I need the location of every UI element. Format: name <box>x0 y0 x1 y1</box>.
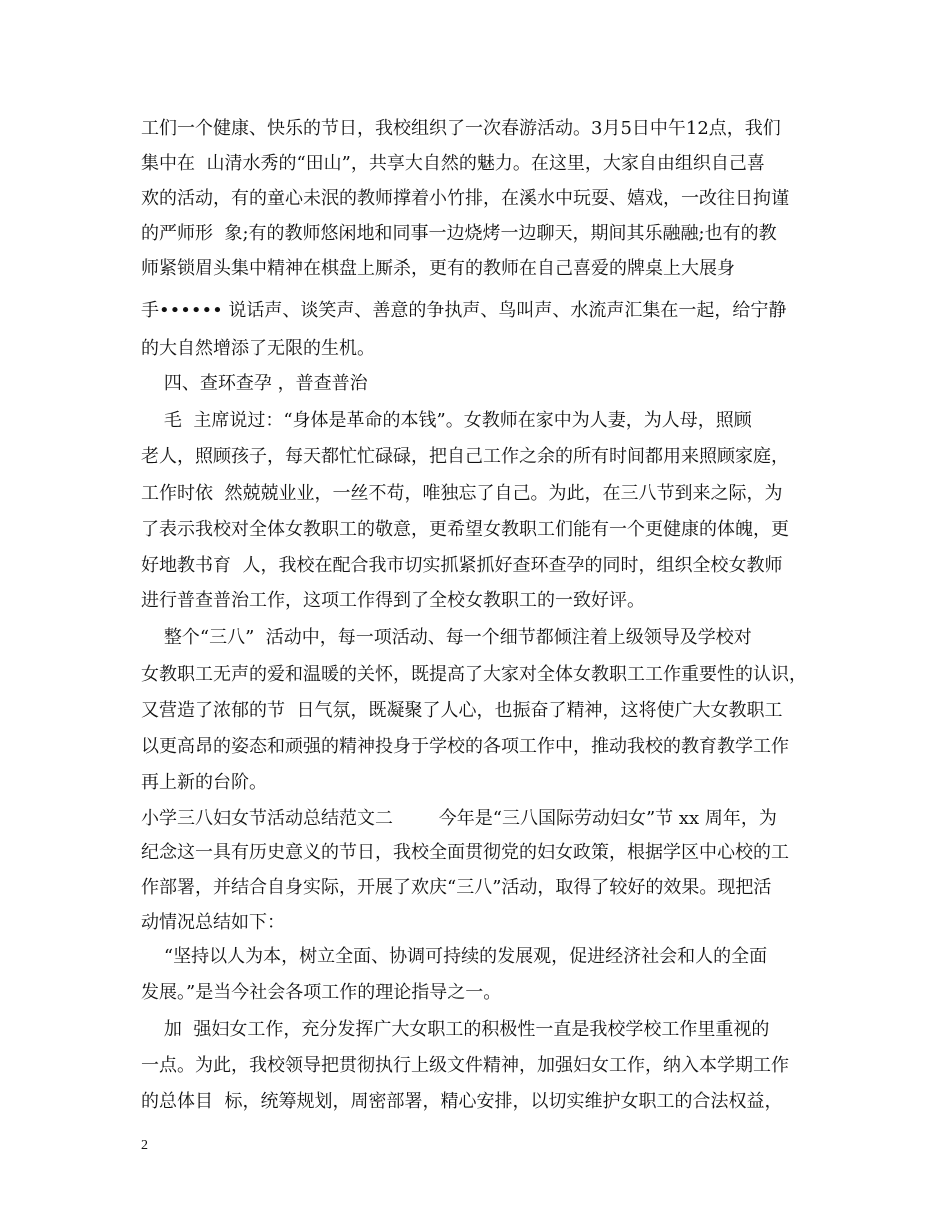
body-line: 发展。”是当今社会各项工作的理论指导之一。 <box>141 982 502 1003</box>
section-title-line: 小学三八妇女节活动总结范文二 今年是“三八国际劳动妇女”节 xx 周年，为 <box>141 808 777 829</box>
body-line: 毛 主席说过：“身体是革命的本钱”。女教师在家中为人妻，为人母，照顾 <box>141 410 752 431</box>
body-line: 以更高昂的姿态和顽强的精神投身于学校的各项工作中，推动我校的教育教学工作 <box>141 736 789 757</box>
section-heading: 四、查环查孕 ，普查普治 <box>141 373 368 394</box>
page-number: 2 <box>141 1138 148 1153</box>
body-line: 手•••••• 说话声、谈笑声、善意的争执声、鸟叫声、水流声汇集在一起，给宁静 <box>141 300 787 321</box>
body-line: 的大自然增添了无限的生机。 <box>141 338 375 359</box>
body-line: 整个“三八” 活动中，每一项活动、每一个细节都倾注着上级领导及学校对 <box>141 627 752 648</box>
body-line: 老人，照顾孩子，每天都忙忙碌碌，把自己工作之余的所有时间都用来照顾家庭， <box>141 446 789 467</box>
body-line: 一点。为此，我校领导把贯彻执行上级文件精神，加强妇女工作，纳入本学期工作 <box>141 1055 789 1076</box>
body-line: 女教职工无声的爱和温暖的关怀，既提高了大家对全体女教职工工作重要性的认识， <box>141 664 807 685</box>
body-line: 再上新的台阶。 <box>141 772 267 793</box>
body-line: 工们一个健康、快乐的节日，我校组织了一次春游活动。3月5日中午12点，我们 <box>141 118 781 139</box>
body-line: 集中在 山清水秀的“田山”，共享大自然的魅力。在这里，大家自由组织自己喜 <box>141 153 765 174</box>
body-line: 纪念这一具有历史意义的节日，我校全面贯彻党的妇女政策，根据学区中心校的工 <box>141 842 789 863</box>
body-line: 工作时依 然兢兢业业，一丝不苟，唯独忘了自己。为此，在三八节到来之际，为 <box>141 483 783 504</box>
body-line: “坚持以人为本，树立全面、协调可持续的发展观，促进经济社会和人的全面 <box>141 946 768 967</box>
body-line: 加 强妇女工作，充分发挥广大女职工的积极性一直是我校学校工作里重视的 <box>141 1019 770 1040</box>
body-line: 好地教书育 人，我校在配合我市切实抓紧抓好查环查孕的同时，组织全校女教师 <box>141 555 783 576</box>
body-line: 又营造了浓郁的节 日气氛，既凝聚了人心，也振奋了精神，这将使广大女教职工 <box>141 700 783 721</box>
body-line: 欢的活动，有的童心未泯的教师撑着小竹排，在溪水中玩耍、嬉戏，一改往日拘谨 <box>141 188 789 209</box>
body-line: 师紧锁眉头集中精神在棋盘上厮杀，更有的教师在自己喜爱的牌桌上大展身 <box>141 258 735 279</box>
body-line: 的严师形 象;有的教师悠闲地和同事一边烧烤一边聊天，期间其乐融融;也有的教 <box>141 223 777 244</box>
body-line: 作部署，并结合自身实际，开展了欢庆“三八”活动，取得了较好的效果。现把活 <box>141 877 772 898</box>
body-line: 的总体目 标，统筹规划，周密部署，精心安排，以切实维护女职工的合法权益， <box>141 1091 783 1112</box>
body-line: 进行普查普治工作，这项工作得到了全校女教职工的一致好评。 <box>141 590 645 611</box>
body-line: 了表示我校对全体女教职工的敬意，更希望女教职工们能有一个更健康的体魄，更 <box>141 519 789 540</box>
body-line: 动情况总结如下： <box>141 912 285 933</box>
